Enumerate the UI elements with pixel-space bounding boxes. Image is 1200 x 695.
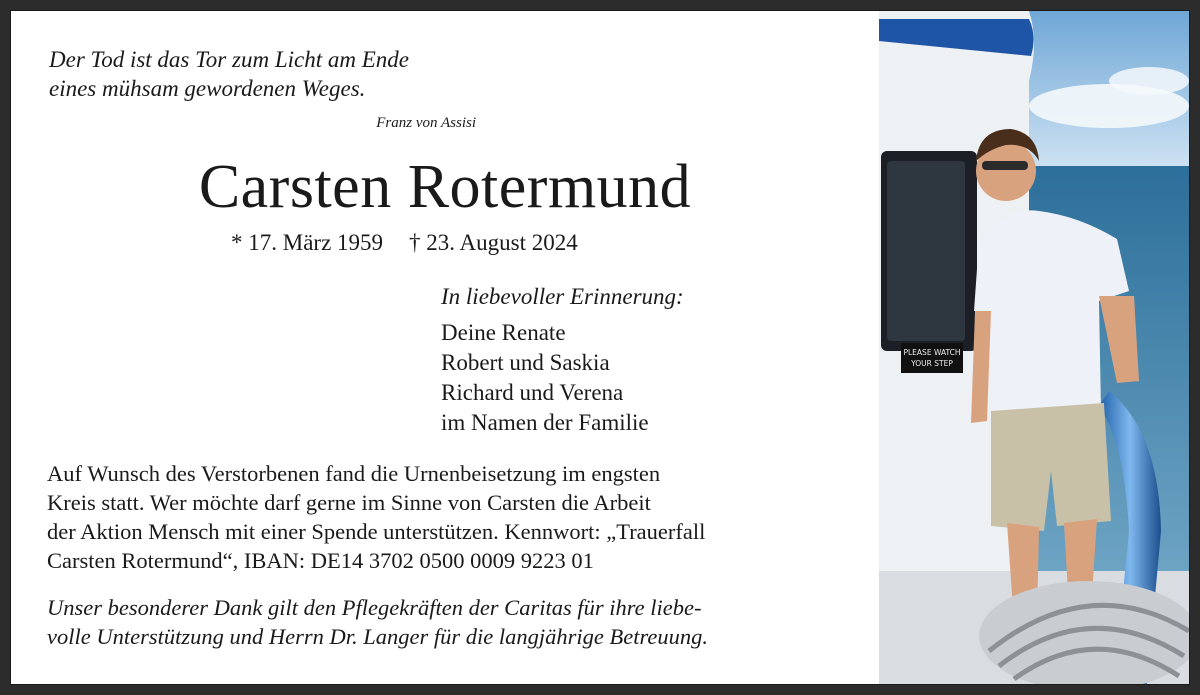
notice-line: Auf Wunsch des Verstorbenen fand die Urnenbeisetzung im engsten	[47, 461, 661, 486]
quote-line: eines mühsam gewordenen Weges.	[49, 76, 366, 101]
family-list	[441, 318, 649, 438]
warning-sign-line2: YOUR STEP	[911, 359, 953, 368]
quote-line: Der Tod ist das Tor zum Licht am Ende	[49, 47, 409, 72]
obituary-notice	[10, 10, 1190, 685]
burial-donation-notice	[47, 459, 847, 575]
family-member: Richard und Verena	[441, 380, 624, 405]
man-sunglasses	[982, 161, 1028, 170]
notice-line: der Aktion Mensch mit einer Spende unterstützen. Kennwort: „Trauerfall	[47, 519, 706, 544]
thanks-line: Unser besonderer Dank gilt den Pflegekräften der Caritas für ihre liebe-	[47, 595, 702, 620]
life-dates	[231, 229, 691, 257]
thanks-note	[47, 593, 867, 651]
notice-line: Kreis statt. Wer möchte darf gerne im Sinne von Carsten die Arbeit	[47, 490, 651, 515]
quote	[49, 45, 489, 103]
portrait-photo	[879, 11, 1189, 684]
photo-illustration	[879, 11, 1189, 684]
family-member: Deine Renate	[441, 320, 566, 345]
notice-line: Carsten Rotermund“, IBAN: DE14 3702 0500 0009 9223 01	[47, 548, 594, 573]
warning-sign-line1: PLEASE WATCH	[903, 348, 961, 357]
deceased-name: Carsten Rotermund	[198, 153, 692, 221]
text-column	[11, 11, 879, 684]
death-date: † 23. August 2024	[409, 230, 578, 255]
family-member: Robert und Saskia	[441, 350, 610, 375]
memory-heading: In liebevoller Erinnerung:	[441, 284, 684, 309]
family-signoff: im Namen der Familie	[441, 410, 649, 435]
quote-author: Franz von Assisi	[376, 115, 476, 131]
cloud	[1109, 67, 1189, 95]
birth-date: * 17. März 1959	[231, 230, 384, 255]
cabin-window-glass	[887, 161, 965, 341]
thanks-line: volle Unterstützung und Herrn Dr. Langer für die langjährige Betreuung.	[47, 624, 709, 649]
